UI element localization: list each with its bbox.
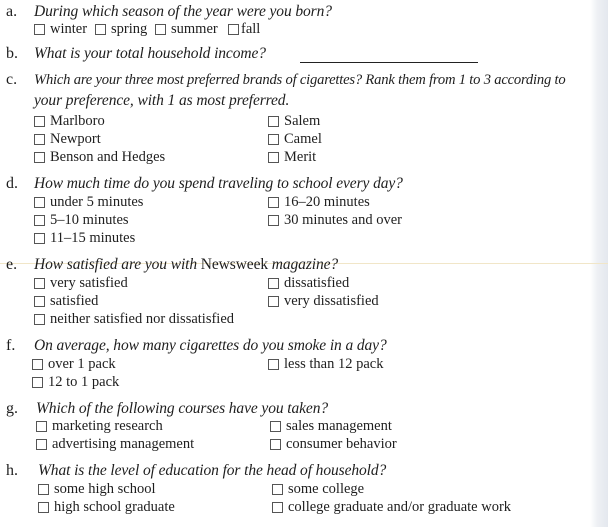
question-letter: b. [6,45,18,62]
option-marlboro[interactable]: Marlboro [34,113,105,130]
option-satisfied[interactable]: satisfied [34,293,98,310]
option-high-school-graduate[interactable]: high school graduate [38,499,175,516]
checkbox-icon[interactable] [38,484,49,495]
option-some-high-school[interactable]: some high school [38,481,156,498]
option-salem[interactable]: Salem [268,113,320,130]
checkbox-icon[interactable] [268,152,279,163]
question-letter: h. [6,462,18,479]
checkbox-icon[interactable] [34,233,45,244]
question-letter: g. [6,400,18,417]
option-college-graduate[interactable]: college graduate and/or graduate work [272,499,511,516]
checkbox-icon[interactable] [268,278,279,289]
checkbox-icon[interactable] [34,152,45,163]
checkbox-icon[interactable] [36,421,47,432]
checkbox-icon[interactable] [95,24,106,35]
option-camel[interactable]: Camel [268,131,322,148]
option-30-minutes-and-over[interactable]: 30 minutes and over [268,212,402,229]
checkbox-icon[interactable] [270,439,281,450]
option-16-20-minutes[interactable]: 16–20 minutes [268,194,370,211]
question-text: How much time do you spend traveling to school every day? [34,175,403,192]
checkbox-icon[interactable] [34,296,45,307]
checkbox-icon[interactable] [34,24,45,35]
option-less-than-12-pack[interactable]: less than 12 pack [268,356,383,373]
option-spring[interactable]: spring [95,21,147,38]
checkbox-icon[interactable] [268,116,279,127]
option-very-dissatisfied[interactable]: very dissatisfied [268,293,379,310]
question-letter: f. [6,337,16,354]
option-merit[interactable]: Merit [268,149,316,166]
option-fall[interactable]: fall [228,21,260,38]
option-winter[interactable]: winter [34,21,87,38]
checkbox-icon[interactable] [34,116,45,127]
checkbox-icon[interactable] [268,359,279,370]
option-marketing-research[interactable]: marketing research [36,418,163,435]
checkbox-icon[interactable] [34,215,45,226]
checkbox-icon[interactable] [34,314,45,325]
option-consumer-behavior[interactable]: consumer behavior [270,436,397,453]
checkbox-icon[interactable] [272,484,283,495]
option-11-15-minutes[interactable]: 11–15 minutes [34,230,135,247]
option-neither-satisfied-nor-dissatisfied[interactable]: neither satisfied nor dissatisfied [34,311,234,328]
option-advertising-management[interactable]: advertising management [36,436,194,453]
checkbox-icon[interactable] [268,296,279,307]
question-text: Which of the following courses have you taken? [36,400,328,417]
option-sales-management[interactable]: sales management [270,418,392,435]
option-summer[interactable]: summer [155,21,218,38]
checkbox-icon[interactable] [38,502,49,513]
option-newport[interactable]: Newport [34,131,101,148]
checkbox-icon[interactable] [32,359,43,370]
checkbox-icon[interactable] [268,197,279,208]
question-letter: d. [6,175,18,192]
option-some-college[interactable]: some college [272,481,364,498]
question-text: During which season of the year were you born? [34,3,332,20]
checkbox-icon[interactable] [32,377,43,388]
question-text: On average, how many cigarettes do you smoke in a day? [34,337,387,354]
question-letter: a. [6,3,18,20]
question-letter: c. [6,71,18,88]
checkbox-icon[interactable] [228,24,239,35]
checkbox-icon[interactable] [34,278,45,289]
option-over-1-pack[interactable]: over 1 pack [32,356,116,373]
checkbox-icon[interactable] [36,439,47,450]
option-under-5-minutes[interactable]: under 5 minutes [34,194,143,211]
income-answer-line[interactable] [300,62,478,63]
checkbox-icon[interactable] [268,215,279,226]
option-benson-and-hedges[interactable]: Benson and Hedges [34,149,165,166]
magazine-name: Newsweek [200,256,268,273]
checkbox-icon[interactable] [272,502,283,513]
question-text: How satisfied are you with Newsweek magazine? [34,256,339,273]
question-text: What is the level of education for the head of household? [38,462,387,479]
checkbox-icon[interactable] [34,134,45,145]
question-text: What is your total household income? [34,45,266,62]
question-text-continued: your preference, with 1 as most preferred. [34,92,290,109]
checkbox-icon[interactable] [34,197,45,208]
checkbox-icon[interactable] [268,134,279,145]
question-letter: e. [6,256,18,273]
question-text: Which are your three most preferred brands of cigarettes? Rank them from 1 to 3 according to [34,72,566,88]
option-dissatisfied[interactable]: dissatisfied [268,275,349,292]
option-5-10-minutes[interactable]: 5–10 minutes [34,212,129,229]
checkbox-icon[interactable] [270,421,281,432]
option-very-satisfied[interactable]: very satisfied [34,275,128,292]
checkbox-icon[interactable] [155,24,166,35]
option-12-to-1-pack[interactable]: 12 to 1 pack [32,374,119,391]
